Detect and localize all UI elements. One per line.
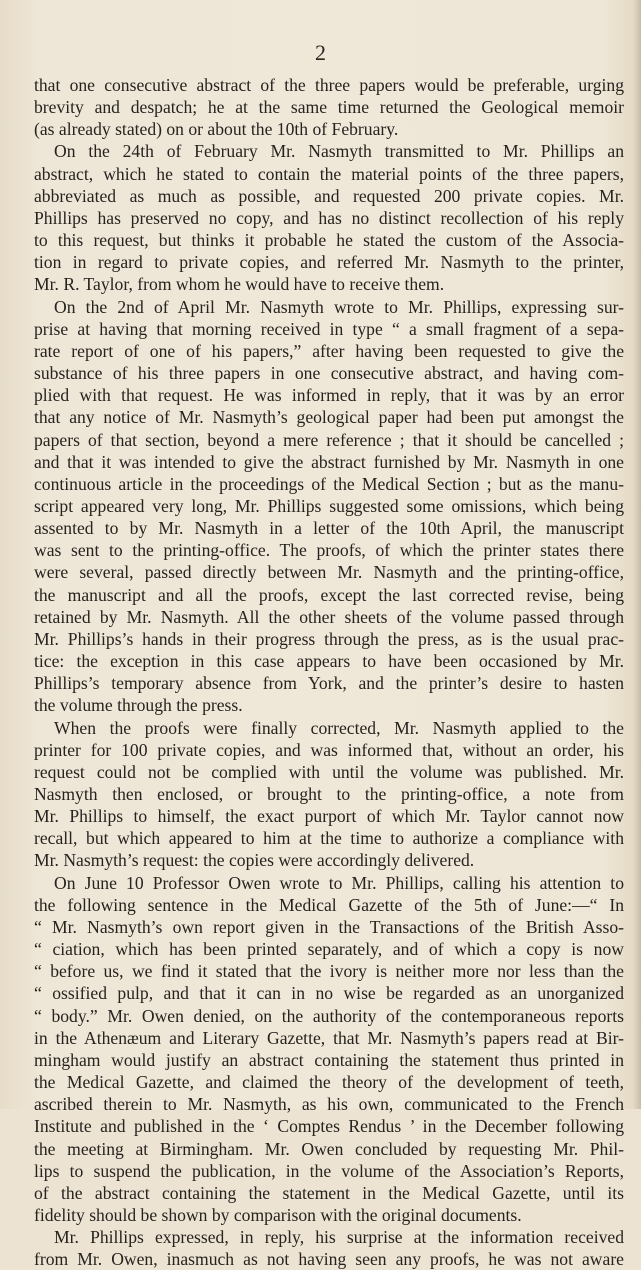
text-line: recall, but which appeared to him at the time to authorize a compliance with [34,828,624,849]
page-edge-shadow [633,0,641,1109]
text-line: lips to suspend the publication, in the volume of the Association’s Reports, [34,1160,624,1181]
text-line: On June 10 Professor Owen wrote to Mr. Phillips, calling his attention to [54,872,624,893]
text-line: abstract, which he stated to contain the material points of the three papers, [34,163,624,184]
text-line: papers of that section, beyond a mere reference ; that it should be cancelled ; [34,429,624,450]
text-line: Mr. Phillips to himself, the exact purport of which Mr. Taylor cannot now [34,806,624,827]
text-line: that one consecutive abstract of the three papers would be preferable, urging [34,75,624,95]
body-text [34,74,624,1270]
text-line: of the abstract containing the statement in the Medical Gazette, until its [34,1182,624,1203]
text-line: tice: the exception in this case appears to have been occasioned by Mr. [34,651,624,672]
text-line: brevity and despatch; he at the same time returned the Geological memoir [34,97,624,118]
text-line: Mr. Phillips’s hands in their progress through the press, as is the usual prac- [34,628,624,649]
text-line: “ body.” Mr. Owen denied, on the authority of the contemporaneous reports [34,1005,624,1026]
text-line: printer for 100 private copies, and was informed that, without an order, his [34,739,624,760]
text-line: continuous article in the proceedings of the Medical Section ; but as the manu- [34,473,624,494]
text-line: was sent to the printing-office. The proofs, of which the printer states there [34,540,624,561]
text-line: retained by Mr. Nasmyth. All the other sheets of the volume passed through [34,606,624,627]
text-line: Mr. Nasmyth’s request: the copies were accordingly delivered. [34,850,475,871]
text-line: the manuscript and all the proofs, except the last corrected revise, being [34,584,624,605]
text-line: Mr. Phillips expressed, in reply, his surprise at the information received [54,1227,624,1248]
text-line: “ ciation, which has been printed separately, and of which a copy is now [34,939,624,960]
text-line: tion in regard to private copies, and referred Mr. Nasmyth to the printer, [34,252,624,273]
text-line: “ ossified pulp, and that it can in no wise be regarded as an unorganized [34,983,624,1004]
text-line: script appeared very long, Mr. Phillips suggested some omissions, which being [34,495,624,516]
text-line: On the 24th of February Mr. Nasmyth transmitted to Mr. Phillips an [54,141,624,162]
text-line: were several, passed directly between Mr. Nasmyth and the printing-office, [34,562,624,583]
text-line: and that it was intended to give the abstract furnished by Mr. Nasmyth in one [34,451,624,472]
text-line: from Mr. Owen, inasmuch as not having seen any proofs, he was not aware [34,1249,624,1270]
text-line: to this request, but thinks it probable he stated the custom of the Associa- [34,230,624,251]
text-line: Nasmyth then enclosed, or brought to the printing-office, a note from [34,784,624,804]
text-line: “ before us, we find it stated that the ivory is neither more nor less than the [34,961,624,982]
text-line: the following sentence in the Medical Gazette of the 5th of June:—“ In [34,894,624,915]
text-line: abbreviated as much as possible, and requested 200 private copies. Mr. [34,185,624,206]
text-line: the Medical Gazette, and claimed the theory of the development of teeth, [34,1072,624,1093]
text-line: that any notice of Mr. Nasmyth’s geological paper had been put amongst the [34,407,624,428]
text-line: Mr. R. Taylor, from whom he would have to receive them. [34,274,445,295]
text-line: the meeting at Birmingham. Mr. Owen concluded by requesting Mr. Phil- [34,1138,624,1159]
text-line: “ Mr. Nasmyth’s own report given in the Transactions of the British Asso- [34,916,624,937]
text-line: mingham would justify an abstract containing the statement thus printed in [34,1049,624,1070]
text-line: plied with that request. He was informed in reply, that it was by an error [34,385,624,406]
text-line: ascribed therein to Mr. Nasmyth, as his own, communicated to the French [34,1094,624,1115]
text-line: (as already stated) on or about the 10th of February. [34,119,399,140]
text-line: fidelity should be shown by comparison with the original documents. [34,1204,522,1225]
text-line: prise at having that morning received in type “ a small fragment of a sepa- [34,318,624,339]
text-line: When the proofs were finally corrected, Mr. Nasmyth applied to the [54,717,624,738]
text-line: the volume through the press. [34,695,243,716]
page-number: 2 [315,40,326,65]
text-line: request could not be complied with until the volume was published. Mr. [34,761,624,782]
text-line: rate report of one of his papers,” after having been requested to give the [34,340,624,361]
text-line: On the 2nd of April Mr. Nasmyth wrote to Mr. Phillips, expressing sur- [54,296,624,317]
text-line: assented to by Mr. Nasmyth in a letter of the 10th April, the manuscript [34,518,624,539]
text-line: Phillips has preserved no copy, and has no distinct recollection of his reply [34,207,624,228]
text-line: substance of his three papers in one consecutive abstract, and having com- [34,363,624,384]
text-line: Institute and published in the ‘ Comptes Rendus ’ in the December following [34,1116,624,1137]
text-line: in the Athenæum and Literary Gazette, that Mr. Nasmyth’s papers read at Bir- [34,1027,624,1048]
text-line: Phillips’s temporary absence from York, and the printer’s desire to hasten [34,673,624,694]
